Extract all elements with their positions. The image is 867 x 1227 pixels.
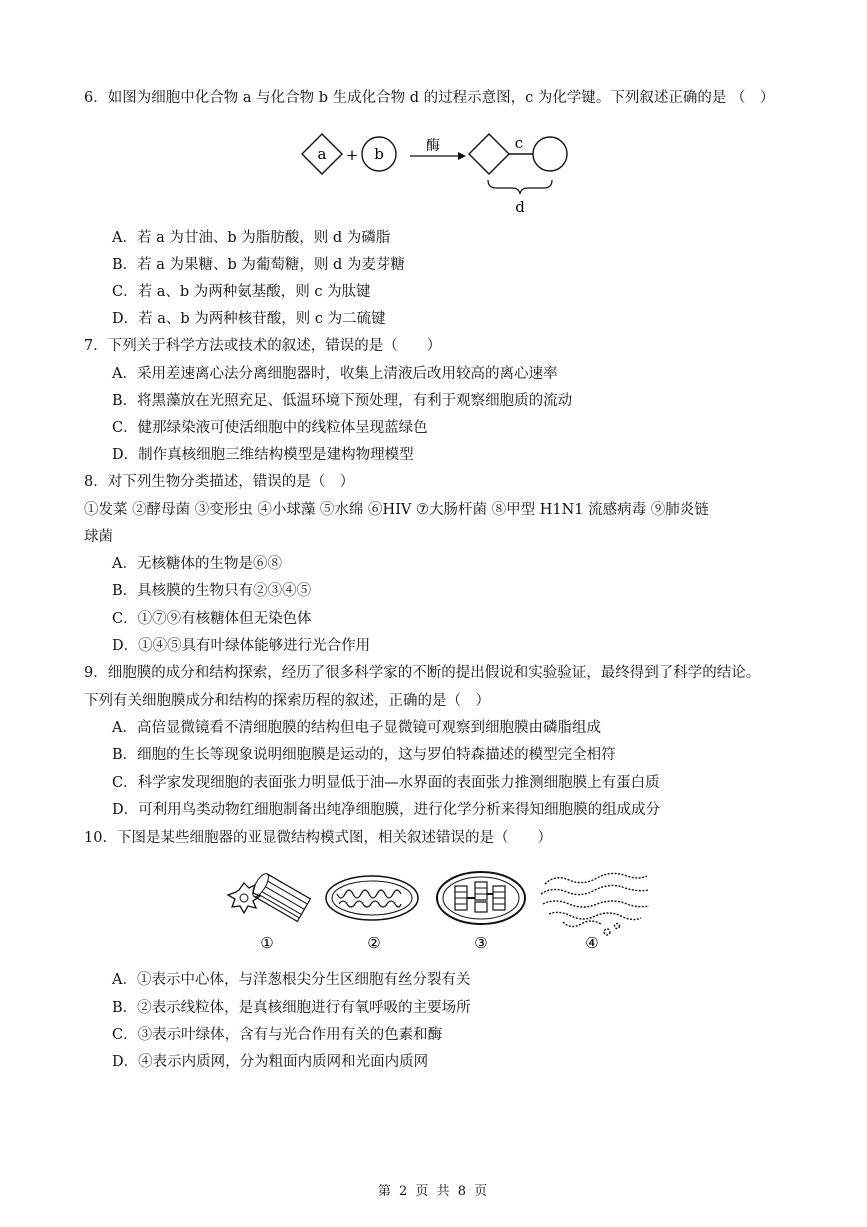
- chloroplast-illustration: [437, 872, 525, 924]
- q7-option-a: A．采用差速离心法分离细胞器时，收集上清液后改用较高的离心速率: [112, 366, 558, 382]
- organelle-label-4: ④: [585, 934, 599, 952]
- q8-option-b: B．具核膜的生物只有②③④⑤: [112, 583, 312, 599]
- page-number-footer: 第 2 页 共 8 页: [377, 1184, 490, 1199]
- q9-option-c: C．科学家发现细胞的表面张力明显低于油—水界面的表面张力推测细胞膜上有蛋白质: [112, 775, 660, 791]
- diagram-b-label: b: [374, 145, 384, 163]
- q10-option-b: B．②表示线粒体，是真核细胞进行有氧呼吸的主要场所: [112, 1000, 471, 1016]
- q9-option-d: D．可利用鸟类动物红细胞制备出纯净细胞膜，进行化学分析来得知细胞膜的组成成分: [112, 802, 661, 818]
- q10-option-d: D．④表示内质网，分为粗面内质网和光面内质网: [112, 1054, 429, 1070]
- q9-option-b: B．细胞的生长等现象说明细胞膜是运动的，这与罗伯特森描述的模型完全相符: [112, 747, 616, 763]
- q10-organelle-figure: [215, 864, 660, 954]
- diagram-c-label: c: [514, 134, 524, 152]
- q7-option-c: C．健那绿染液可使活细胞中的线粒体呈现蓝绿色: [112, 420, 428, 436]
- q7-option-b: B．将黑藻放在光照充足、低温环境下预处理，有利于观察细胞质的流动: [112, 393, 573, 409]
- q8-organism-list: ①发菜 ②酵母菌 ③变形虫 ④小球藻 ⑤水绵 ⑥HIV ⑦大肠杆菌 ⑧甲型 H1N1 流感病毒 ⑨肺炎链: [84, 502, 709, 518]
- diagram-a-label: a: [317, 145, 327, 163]
- mitochondrion-illustration: [326, 876, 418, 920]
- organelle-label-2: ②: [367, 934, 381, 952]
- diagram-plus: +: [345, 146, 359, 164]
- diagram-enzyme-label: 酶: [426, 138, 440, 154]
- organelle-label-3: ③: [474, 934, 488, 952]
- q6-option-c: C．若 a、b 为两种氨基酸，则 c 为肽键: [112, 284, 371, 300]
- q8-option-d: D．①④⑤具有叶绿体能够进行光合作用: [112, 638, 371, 654]
- q8-option-c: C．①⑦⑨有核糖体但无染色体: [112, 611, 312, 627]
- organelle-label-1: ①: [260, 934, 274, 952]
- q10-option-a: A．①表示中心体，与洋葱根尖分生区细胞有丝分裂有关: [112, 972, 471, 988]
- q6-option-b: B．若 a 为果糖、b 为葡萄糖，则 d 为麦芽糖: [112, 257, 405, 273]
- q8-organism-list-cont: 球菌: [84, 529, 113, 545]
- q8-stem: 8．对下列生物分类描述，错误的是（ ）: [84, 474, 355, 490]
- q6-diagram: [300, 128, 580, 220]
- q7-option-d: D．制作真核细胞三维结构模型是建构物理模型: [112, 447, 414, 463]
- endoplasmic-reticulum-illustration: [541, 873, 649, 935]
- q6-option-a: A．若 a 为甘油、b 为脂肪酸，则 d 为磷脂: [112, 230, 391, 246]
- q9-stem: 9．细胞膜的成分和结构探索，经历了很多科学家的不断的提出假说和实验验证，最终得到了科学的结论。: [84, 665, 761, 681]
- q9-stem-cont: 下列有关细胞膜成分和结构的探索历程的叙述，正确的是（ ）: [84, 693, 490, 709]
- centriole-illustration: [228, 871, 310, 921]
- q6-stem: 6．如图为细胞中化合物 a 与化合物 b 生成化合物 d 的过程示意图，c 为化学键。下列叙述正确的是 （ ）: [84, 90, 775, 106]
- q10-option-c: C．③表示叶绿体，含有与光合作用有关的色素和酶: [112, 1027, 443, 1043]
- q10-stem: 10．下图是某些细胞器的亚显微结构模式图，相关叙述错误的是（ ）: [84, 830, 552, 846]
- q6-option-d: D．若 a、b 为两种核苷酸，则 c 为二硫键: [112, 311, 386, 327]
- diagram-d-label: d: [515, 198, 525, 216]
- q7-stem: 7．下列关于科学方法或技术的叙述，错误的是（ ）: [84, 338, 442, 354]
- q8-option-a: A．无核糖体的生物是⑥⑧: [112, 556, 282, 572]
- q9-option-a: A．高倍显微镜看不清细胞膜的结构但电子显微镜可观察到细胞膜由磷脂组成: [112, 720, 601, 736]
